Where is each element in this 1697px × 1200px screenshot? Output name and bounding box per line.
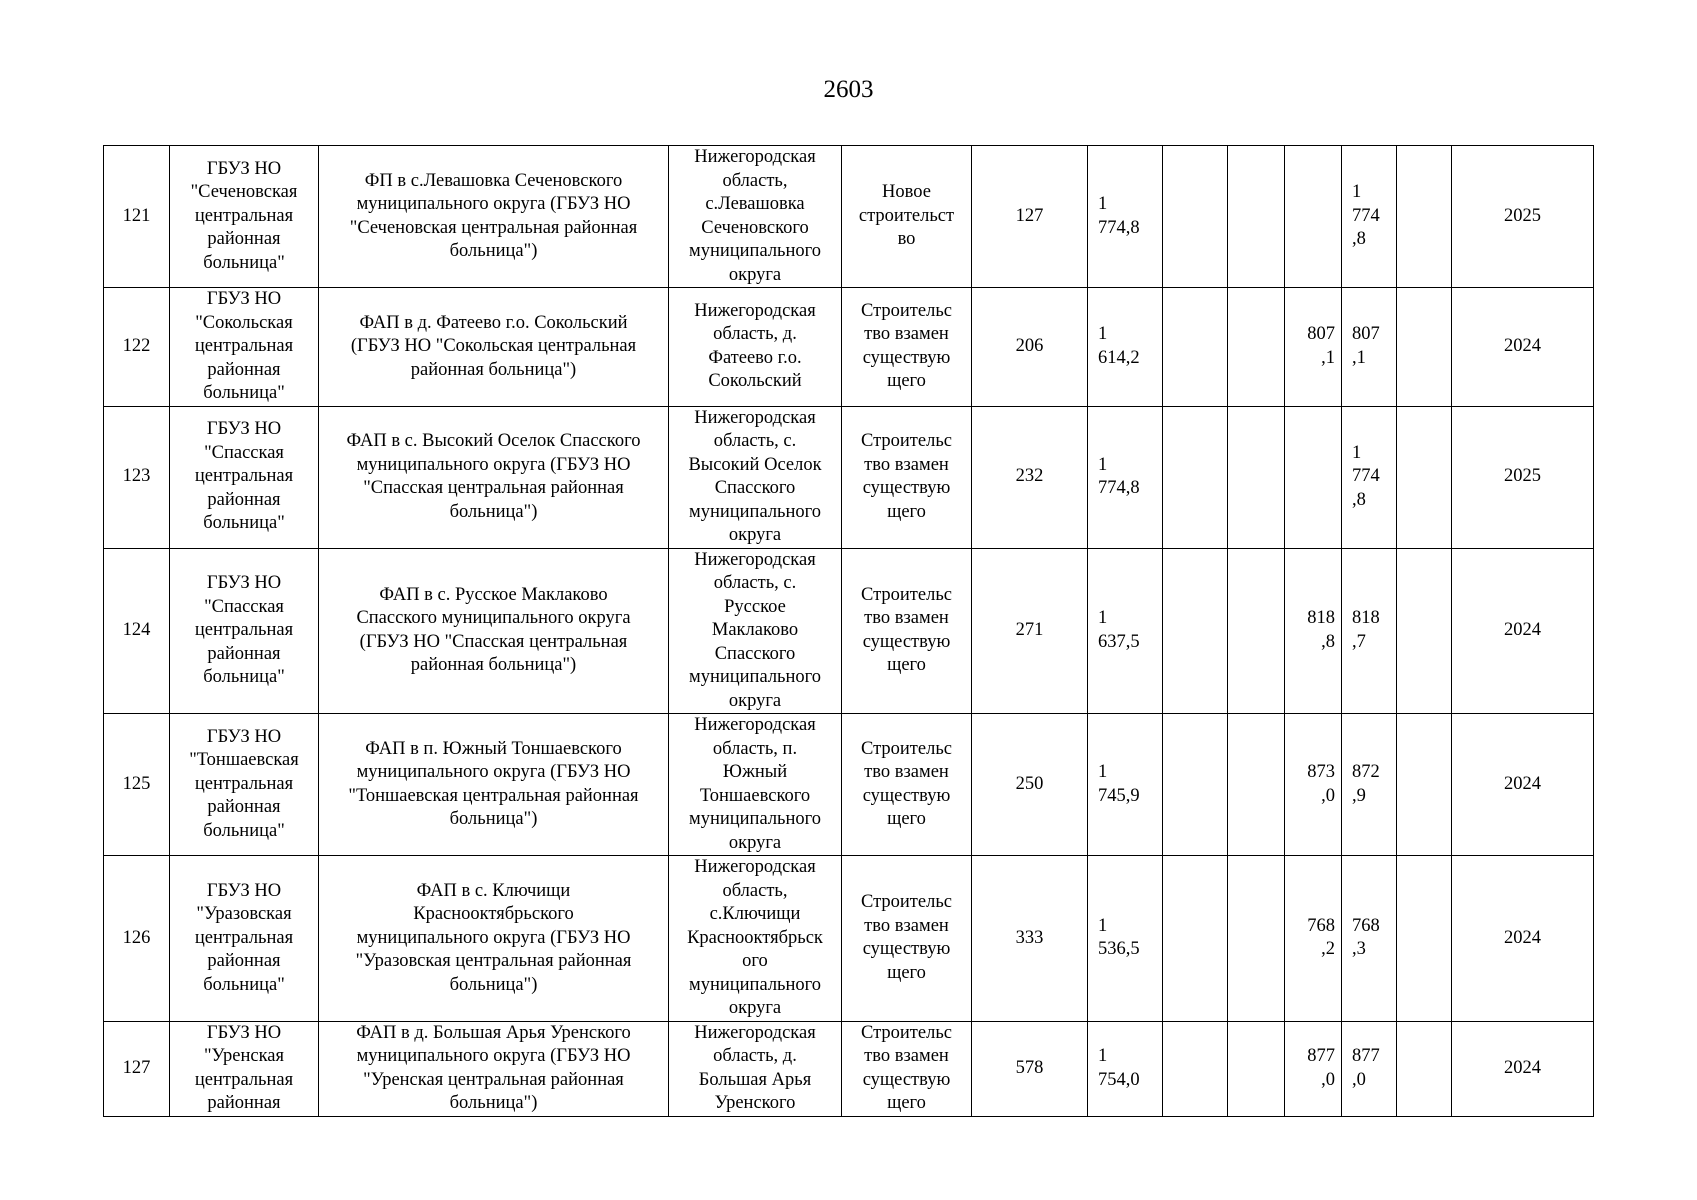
cell-line: 1	[1098, 915, 1108, 936]
cell-line: Нижегородская	[694, 407, 816, 428]
cell-line: 637,5	[1098, 631, 1140, 652]
cell-line: центральная	[194, 336, 294, 356]
cell-line: ,8	[1352, 229, 1366, 250]
address-cell	[669, 856, 842, 1022]
cell-line: ГБУЗ НО	[206, 289, 282, 309]
cell-line: муниципального	[688, 501, 822, 522]
organization-cell	[170, 288, 319, 407]
facilities-table	[103, 145, 1594, 1117]
funding-cell-5	[1397, 406, 1452, 548]
funding-cell-2	[1228, 1021, 1285, 1116]
cell-line: "Сокольская	[195, 312, 293, 333]
cell-line: Фатеево г.о.	[708, 347, 802, 368]
facility-name-cell	[319, 714, 669, 856]
cell-line: муниципального округа (ГБУЗ НО	[356, 927, 631, 948]
cell-line: ФАП в д. Фатеево г.о. Сокольский	[359, 312, 628, 333]
row-number-cell: 125	[104, 714, 170, 856]
cell-line: районная	[207, 1093, 281, 1113]
completion-year-cell: 2025	[1452, 406, 1594, 548]
cell-line: муниципального	[688, 809, 822, 829]
completion-year-cell: 2024	[1452, 856, 1594, 1022]
cell-line: щего	[887, 962, 926, 983]
cell-line: центральная	[194, 927, 294, 948]
total-cost-cell	[1088, 856, 1163, 1022]
completion-year-cell: 2025	[1452, 146, 1594, 288]
cell-line: ФАП в с. Ключищи	[416, 880, 571, 901]
cell-line: 1	[1352, 182, 1362, 203]
total-cost-cell	[1088, 406, 1163, 548]
cell-line: область,	[722, 170, 788, 191]
funding-cell-5	[1397, 1021, 1452, 1116]
funding-cell-1	[1163, 856, 1228, 1022]
row-number-cell: 124	[104, 548, 170, 714]
organization-cell	[170, 714, 319, 856]
table-row	[104, 856, 1594, 1022]
cell-line: Нижегородская	[694, 147, 816, 167]
funding-cell-5	[1397, 856, 1452, 1022]
capacity-cell: 333	[972, 856, 1088, 1022]
cell-line: округа	[728, 832, 782, 853]
cell-line: область, д.	[713, 1046, 797, 1066]
cell-line: больница"	[203, 252, 285, 273]
funding-cell-1	[1163, 406, 1228, 548]
funding-cell-3	[1285, 146, 1342, 288]
cell-line: центральная	[194, 620, 294, 640]
cell-line: область, с.	[713, 573, 797, 593]
row-number-cell: 122	[104, 288, 170, 407]
completion-year-cell: 2024	[1452, 1021, 1594, 1116]
capacity-cell: 250	[972, 714, 1088, 856]
cell-line: округа	[728, 690, 782, 711]
cell-line: тво взамен	[864, 324, 949, 345]
cell-line: "Спасская	[204, 442, 284, 463]
cell-line: "Спасская	[204, 596, 284, 617]
cell-line: 1	[1098, 1046, 1108, 1066]
funding-cell-1	[1163, 288, 1228, 407]
page-number: 2603	[823, 76, 874, 103]
completion-year-cell: 2024	[1452, 548, 1594, 714]
cell-line: 614,2	[1098, 347, 1140, 368]
cell-line: Краснооктябрьского	[413, 904, 574, 924]
facility-name-cell	[319, 288, 669, 407]
cell-line: 807	[1352, 324, 1380, 345]
funding-cell-2	[1228, 856, 1285, 1022]
cell-line: районная	[207, 643, 281, 664]
cell-line: 1	[1098, 454, 1108, 475]
funding-cell-3	[1285, 856, 1342, 1022]
cell-line: ,3	[1352, 939, 1366, 960]
construction-type-cell	[842, 856, 972, 1022]
cell-line: "Уренская	[203, 1046, 285, 1066]
cell-line: ФАП в с. Высокий Оселок Спасского	[346, 431, 641, 451]
cell-line: существую	[862, 939, 951, 960]
funding-cell-3	[1285, 714, 1342, 856]
cell-line: щего	[887, 1093, 926, 1113]
funding-cell-3	[1285, 1021, 1342, 1116]
funding-cell-3	[1285, 288, 1342, 407]
table-row	[104, 146, 1594, 288]
construction-type-cell	[842, 714, 972, 856]
cell-line: Спасского	[714, 478, 796, 498]
cell-line: 807	[1307, 324, 1335, 345]
facility-name-cell	[319, 1021, 669, 1116]
funding-cell-3	[1285, 548, 1342, 714]
cell-line: районная	[207, 359, 281, 380]
construction-type-cell	[842, 288, 972, 407]
funding-cell-2	[1228, 714, 1285, 856]
cell-line: Высокий Оселок	[688, 454, 822, 475]
cell-line: Строительс	[861, 738, 952, 759]
row-number-cell: 121	[104, 146, 170, 288]
cell-line: ФАП в с. Русское Маклаково	[379, 584, 608, 605]
cell-line: ,7	[1352, 631, 1366, 652]
cell-line: область, д.	[713, 324, 797, 345]
capacity-cell: 206	[972, 288, 1088, 407]
cell-line: ФАП в п. Южный Тоншаевского	[365, 738, 622, 759]
cell-line: область, с.	[713, 431, 797, 451]
total-cost-cell	[1088, 548, 1163, 714]
cell-line: тво взамен	[864, 608, 949, 629]
cell-line: 774,8	[1098, 478, 1140, 498]
cell-line: ,0	[1321, 785, 1335, 806]
cell-line: 1	[1098, 324, 1108, 345]
table-row	[104, 1021, 1594, 1116]
cell-line: Краснооктябрьск	[687, 927, 823, 948]
total-cost-cell	[1088, 288, 1163, 407]
cell-line: больница"	[203, 820, 285, 841]
cell-line: районная больница")	[410, 655, 577, 676]
funding-cell-1	[1163, 1021, 1228, 1116]
cell-line: больница"	[203, 667, 285, 687]
cell-line: "Уренская центральная районная	[363, 1069, 624, 1090]
cell-line: щего	[887, 501, 926, 522]
cell-line: больница")	[449, 241, 538, 261]
cell-line: 877	[1352, 1046, 1380, 1066]
cell-line: ГБУЗ НО	[206, 880, 282, 901]
funding-cell-3	[1285, 406, 1342, 548]
capacity-cell: 127	[972, 146, 1088, 288]
cell-line: существую	[862, 631, 951, 652]
cell-line: районная	[207, 229, 281, 250]
cell-line: Нижегородская	[694, 857, 816, 877]
funding-cell-4	[1342, 146, 1397, 288]
cell-line: Новое	[882, 182, 931, 203]
cell-line: (ГБУЗ НО "Сокольская центральная	[350, 336, 637, 356]
cell-line: муниципального округа (ГБУЗ НО	[356, 194, 631, 214]
cell-line: область, п.	[712, 738, 798, 759]
cell-line: ГБУЗ НО	[206, 158, 282, 179]
organization-cell	[170, 146, 319, 288]
cell-line: ГБУЗ НО	[206, 573, 282, 593]
facility-name-cell	[319, 856, 669, 1022]
cell-line: 1	[1352, 442, 1362, 463]
address-cell	[669, 548, 842, 714]
funding-cell-2	[1228, 548, 1285, 714]
cell-line: ГБУЗ НО	[206, 1022, 282, 1043]
funding-cell-1	[1163, 146, 1228, 288]
cell-line: 774	[1352, 205, 1380, 226]
cell-line: 1	[1098, 194, 1108, 214]
total-cost-cell	[1088, 714, 1163, 856]
cell-line: центральная	[194, 1069, 294, 1090]
funding-cell-2	[1228, 288, 1285, 407]
cell-line: с.Левашовка	[705, 194, 805, 214]
cell-line: Нижегородская	[694, 715, 816, 735]
funding-cell-4	[1342, 856, 1397, 1022]
cell-line: с.Ключищи	[709, 904, 801, 924]
organization-cell	[170, 548, 319, 714]
funding-cell-4	[1342, 406, 1397, 548]
capacity-cell: 271	[972, 548, 1088, 714]
cell-line: Спасского	[714, 643, 796, 664]
completion-year-cell: 2024	[1452, 714, 1594, 856]
cell-line: 754,0	[1098, 1069, 1140, 1090]
cell-line: тво взамен	[864, 454, 949, 475]
cell-line: "Сеченовская центральная районная	[349, 217, 638, 238]
cell-line: Уренского	[714, 1093, 796, 1113]
table-row	[104, 714, 1594, 856]
total-cost-cell	[1088, 1021, 1163, 1116]
cell-line: "Спасская центральная районная	[363, 478, 624, 498]
table-body	[104, 146, 1594, 1117]
cell-line: тво взамен	[864, 1046, 949, 1066]
cell-line: районная больница")	[410, 359, 577, 380]
funding-cell-2	[1228, 146, 1285, 288]
cell-line: ого	[742, 951, 768, 971]
funding-cell-4	[1342, 714, 1397, 856]
cell-line: Маклаково	[711, 620, 799, 640]
cell-line: ,8	[1321, 631, 1335, 652]
cell-line: строительст	[858, 205, 955, 226]
cell-line: щего	[887, 809, 926, 829]
cell-line: ГБУЗ НО	[206, 419, 282, 440]
cell-line: ,0	[1321, 1069, 1335, 1090]
funding-cell-1	[1163, 548, 1228, 714]
cell-line: 768	[1352, 915, 1380, 936]
cell-line: муниципального округа (ГБУЗ НО	[356, 454, 631, 475]
cell-line: щего	[887, 655, 926, 676]
cell-line: 768	[1307, 915, 1335, 936]
cell-line: Строительс	[861, 584, 952, 605]
address-cell	[669, 288, 842, 407]
cell-line: 774,8	[1098, 217, 1140, 238]
cell-line: ,0	[1352, 1069, 1366, 1090]
facility-name-cell	[319, 406, 669, 548]
cell-line: муниципального округа (ГБУЗ НО	[356, 762, 631, 782]
cell-line: область,	[722, 880, 788, 901]
cell-line: "Сеченовская	[190, 182, 298, 203]
construction-type-cell	[842, 146, 972, 288]
cell-line: Строительс	[861, 431, 952, 451]
cell-line: центральная	[194, 466, 294, 487]
construction-type-cell	[842, 406, 972, 548]
cell-line: ГБУЗ НО	[206, 726, 282, 747]
cell-line: Большая Арья	[698, 1069, 812, 1090]
cell-line: районная	[207, 951, 281, 971]
funding-cell-4	[1342, 548, 1397, 714]
row-number-cell: 123	[104, 406, 170, 548]
cell-line: 818	[1352, 608, 1380, 629]
cell-line: тво взамен	[864, 915, 949, 936]
cell-line: Строительс	[861, 892, 952, 913]
funding-cell-5	[1397, 714, 1452, 856]
cell-line: больница")	[449, 809, 538, 829]
cell-line: больница")	[449, 974, 538, 995]
cell-line: 774	[1352, 466, 1380, 487]
cell-line: 872	[1352, 762, 1380, 782]
cell-line: муниципального	[688, 241, 822, 261]
cell-line: больница"	[203, 383, 285, 403]
row-number-cell: 126	[104, 856, 170, 1022]
cell-line: 1	[1098, 762, 1108, 782]
table-row	[104, 288, 1594, 407]
cell-line: муниципального	[688, 667, 822, 687]
cell-line: Спасского муниципального округа	[356, 608, 631, 629]
cell-line: районная	[207, 489, 281, 510]
cell-line: во	[897, 229, 916, 250]
cell-line: Тоншаевского	[699, 785, 811, 806]
address-cell	[669, 406, 842, 548]
completion-year-cell: 2024	[1452, 288, 1594, 407]
address-cell	[669, 1021, 842, 1116]
cell-line: центральная	[194, 205, 294, 226]
cell-line: ,8	[1352, 489, 1366, 510]
cell-line: Нижегородская	[694, 549, 816, 570]
cell-line: "Тоншаевская центральная районная	[348, 785, 639, 806]
cell-line: существую	[862, 347, 951, 368]
cell-line: 818	[1307, 608, 1335, 629]
cell-line: Русское	[724, 596, 786, 617]
cell-line: 877	[1307, 1046, 1335, 1066]
funding-cell-5	[1397, 146, 1452, 288]
cell-line: "Тоншаевская	[189, 750, 299, 771]
cell-line: Южный	[722, 762, 788, 782]
cell-line: округа	[728, 264, 782, 285]
funding-cell-1	[1163, 714, 1228, 856]
construction-type-cell	[842, 1021, 972, 1116]
cell-line: (ГБУЗ НО "Спасская центральная	[359, 631, 628, 652]
address-cell	[669, 714, 842, 856]
funding-cell-2	[1228, 406, 1285, 548]
funding-cell-4	[1342, 1021, 1397, 1116]
address-cell	[669, 146, 842, 288]
construction-type-cell	[842, 548, 972, 714]
cell-line: 745,9	[1098, 785, 1140, 806]
cell-line: Строительс	[861, 1022, 952, 1043]
cell-line: существую	[862, 478, 951, 498]
cell-line: существую	[862, 785, 951, 806]
cell-line: Строительс	[861, 300, 952, 321]
capacity-cell: 232	[972, 406, 1088, 548]
row-number-cell: 127	[104, 1021, 170, 1116]
facility-name-cell	[319, 548, 669, 714]
organization-cell	[170, 406, 319, 548]
funding-cell-5	[1397, 288, 1452, 407]
total-cost-cell	[1088, 146, 1163, 288]
cell-line: тво взамен	[864, 762, 949, 782]
cell-line: ,2	[1321, 939, 1335, 960]
cell-line: 1	[1098, 608, 1108, 629]
facility-name-cell	[319, 146, 669, 288]
funding-cell-5	[1397, 548, 1452, 714]
cell-line: центральная	[194, 773, 294, 794]
cell-line: ,1	[1352, 347, 1366, 368]
cell-line: больница"	[203, 513, 285, 534]
cell-line: больница")	[449, 501, 538, 522]
cell-line: 536,5	[1098, 939, 1140, 960]
cell-line: ФАП в д. Большая Арья Уренского	[356, 1022, 631, 1043]
cell-line: Нижегородская	[694, 1022, 816, 1043]
cell-line: Нижегородская	[694, 300, 816, 321]
cell-line: муниципального	[688, 974, 822, 995]
cell-line: 873	[1307, 762, 1335, 782]
cell-line: муниципального округа (ГБУЗ НО	[356, 1046, 631, 1066]
cell-line: больница")	[449, 1093, 538, 1113]
cell-line: округа	[728, 998, 782, 1018]
cell-line: Сокольский	[708, 371, 802, 392]
cell-line: ,9	[1352, 785, 1366, 806]
cell-line: округа	[728, 525, 782, 545]
cell-line: ФП в с.Левашовка Сеченовского	[364, 170, 623, 191]
cell-line: больница"	[203, 974, 285, 995]
funding-cell-4	[1342, 288, 1397, 407]
organization-cell	[170, 856, 319, 1022]
cell-line: ,1	[1321, 347, 1335, 368]
cell-line: существую	[862, 1069, 951, 1090]
table-row	[104, 406, 1594, 548]
table-row	[104, 548, 1594, 714]
cell-line: "Уразовская центральная районная	[355, 951, 632, 971]
cell-line: районная	[207, 797, 281, 818]
cell-line: щего	[887, 371, 926, 392]
organization-cell	[170, 1021, 319, 1116]
cell-line: Сеченовского	[701, 217, 809, 238]
capacity-cell: 578	[972, 1021, 1088, 1116]
cell-line: "Уразовская	[196, 904, 292, 924]
